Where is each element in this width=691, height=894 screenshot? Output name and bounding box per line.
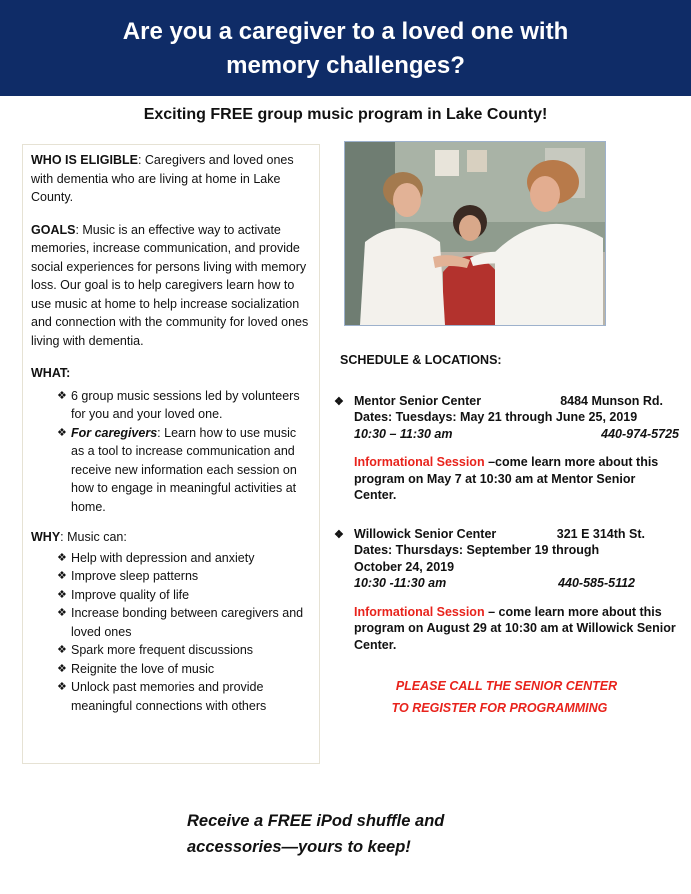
mentor-info-session [334,454,679,504]
offer-line1: Receive a FREE iPod shuffle and [187,812,445,830]
list-item [57,424,311,517]
willowick-dates: Dates: Thursdays: September 19 through October 24, 2019 [354,543,600,574]
page-subtitle: Exciting FREE group music program in Lake County! [143,106,548,123]
info-panel [22,144,320,764]
schedule-section [334,352,679,719]
diamond-bullet-icon: ❖ [334,395,344,408]
photo-illustration [345,142,605,325]
list-item: ❖ Help with depression and anxiety [57,549,311,568]
mentor-name: Mentor Senior Center [354,393,482,408]
call-line2: TO REGISTER FOR PROGRAMMING [391,701,608,715]
diamond-bullet-icon: ❖ [334,528,344,541]
caregivers-label: For caregivers [71,425,158,440]
diamond-bullet-icon: ❖ [57,426,67,439]
banner-title-line1: Are you a caregiver to a loved one with [122,18,569,45]
mentor-time: 10:30 – 11:30 am [354,426,453,441]
banner-title-line2: memory challenges? [226,52,465,79]
diamond-bullet-icon: ❖ [57,607,67,619]
willowick-phone: 440-585-5112 [558,576,635,590]
list-item: ❖ Reignite the love of music [57,660,311,679]
mentor-dates: Dates: Tuesdays: May 21 through June 25, 2019 [354,410,638,424]
call-line1: PLEASE CALL THE SENIOR CENTER [395,679,618,693]
list-item: ❖ Spark more frequent discussions [57,641,311,660]
goals-label: GOALS [31,222,76,237]
offer-line2: accessories—yours to keep! [187,838,411,856]
list-item: ❖ 6 group music sessions led by volunteers for you and your loved one. [57,388,300,421]
willowick-name: Willowick Senior Center [354,526,497,541]
eligibility-paragraph [31,151,311,207]
diamond-bullet-icon: ❖ [57,588,67,601]
caregivers-photo [344,141,606,326]
goals-text: : Music is an effective way to activate memories, increase communication, and provide social experiences for persons living with memory loss. Our goal is to help caregivers learn how to use music at home to help increase socialization and connection with the community for loved ones living with dementia. [31,222,309,348]
willowick-time: 10:30 -11:30 am [354,576,447,590]
willowick-location [334,526,679,592]
schedule-heading: SCHEDULE & LOCATIONS: [340,353,502,367]
caregivers-text: : Learn how to use music as a tool to increase communication and receive new information each session on how to engage in meaningful activities at home. [71,425,297,514]
diamond-bullet-icon: ❖ [57,570,67,582]
diamond-bullet-icon: ❖ [57,662,67,675]
mentor-info-label: Informational Session [354,455,485,469]
willowick-info-session [334,604,679,654]
mentor-address: 8484 Munson Rd. [560,393,663,408]
willowick-address: 321 E 314th St. [556,526,645,541]
mentor-location [334,393,679,443]
diamond-bullet-icon: ❖ [57,551,67,564]
list-item: ❖ Improve quality of life [57,586,311,605]
mentor-phone: 440-974-5725 [601,426,679,441]
call-to-register [334,675,679,719]
willowick-info-text: – come learn more about this program on August 29 at 10:30 am at Willowick Senior Center. [354,604,676,652]
why-heading: WHY: Music can: [31,530,127,544]
willowick-info-label: Informational Session [354,604,485,619]
what-heading: WHAT: [31,366,71,380]
mentor-info-text: –come learn more about this program on May 7 at 10:30 am at Mentor Senior Center. [354,455,659,502]
header-banner [0,0,691,96]
why-list [31,549,311,716]
list-item: ❖ Increase bonding between caregivers and loved ones [57,606,304,639]
list-item: ❖ Unlock past memories and provide meaningful connections with others [57,680,267,713]
what-list [31,387,311,517]
goals-paragraph [31,221,311,351]
eligibility-label: WHO IS ELIGIBLE [31,153,138,167]
eligibility-text: : Caregivers and loved ones with dementia who are living at home in Lake County. [31,153,294,204]
ipod-offer [187,808,607,860]
diamond-bullet-icon: ❖ [57,644,67,656]
list-item: ❖ Improve sleep patterns [57,567,311,586]
diamond-bullet-icon: ❖ [57,681,67,693]
diamond-bullet-icon: ❖ [57,389,67,402]
